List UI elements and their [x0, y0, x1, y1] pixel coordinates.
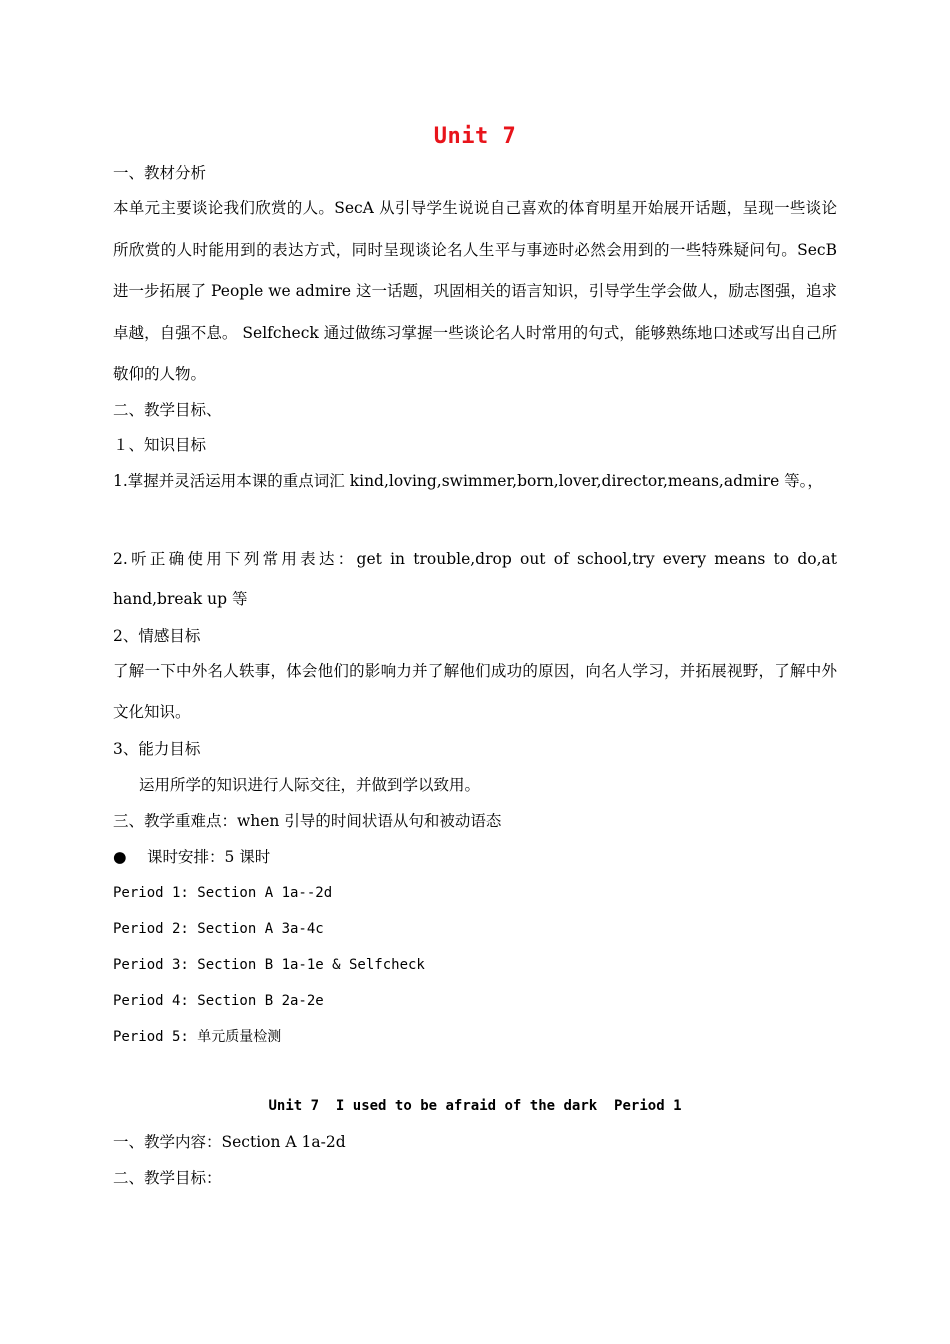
bullet-icon: ● — [113, 848, 127, 866]
emotion-heading: 2、情感目标 — [113, 627, 201, 645]
period-item: Period 1: Section A 1a--2d — [113, 885, 333, 901]
ability-text: 运用所学的知识进行人际交往，并做到学以致用。 — [139, 776, 481, 794]
lesson-goals: 二、教学目标： — [113, 1169, 222, 1187]
period-item: Period 3: Section B 1a-1e & Selfcheck — [113, 957, 425, 973]
period-item: Period 2: Section A 3a-4c — [113, 921, 324, 937]
section3-heading: 三、教学重难点：when 引导的时间状语从句和被动语态 — [113, 812, 502, 830]
knowledge-item-2: 2.听正确使用下列常用表达：get in trouble,drop out of school,try every means to do,at hand,break up 等 — [113, 550, 837, 608]
period-item: Period 5: 单元质量检测 — [113, 1029, 282, 1045]
emotion-text: 了解一下中外名人轶事，体会他们的影响力并了解他们成功的原因，向名人学习，并拓展视野，了解中外文化知识。 — [113, 662, 837, 721]
knowledge-item-1: 1.掌握并灵活运用本课的重点词汇 kind,loving,swimmer,born,lover,director,means,admire 等。， — [113, 472, 823, 490]
schedule-line — [113, 847, 270, 867]
section1-heading: 一、教材分析 — [113, 164, 207, 182]
section1-paragraph: 本单元主要谈论我们欣赏的人。SecA 从引导学生说说自己喜欢的体育明星开始展开话题，呈现一些谈论所欣赏的人时能用到的表达方式，同时呈现谈论名人生平与事迹时必然会用到的一些特殊疑问句。SecB 进一步拓展了 People we admire 这一话题，巩固相关的语言知识，引导学生学会做人，励志图强，追求卓越，自强不息。 Selfcheck 通过做练习掌握一些谈论名人时常用的句式，能够熟练地口述或写出自己所敬仰的人物。 — [113, 199, 837, 383]
knowledge-heading: １、知识目标 — [113, 436, 207, 454]
section2-heading: 二、教学目标、 — [113, 401, 222, 419]
schedule-label: 课时安排：5 课时 — [147, 848, 271, 866]
lesson-title: Unit 7 I used to be afraid of the dark Period 1 — [268, 1098, 682, 1114]
lesson-content: 一、教学内容：Section A 1a-2d — [113, 1133, 346, 1151]
period-item: Period 4: Section B 2a-2e — [113, 993, 324, 1009]
ability-heading: 3、能力目标 — [113, 740, 201, 758]
unit-title: Unit 7 — [433, 124, 517, 149]
